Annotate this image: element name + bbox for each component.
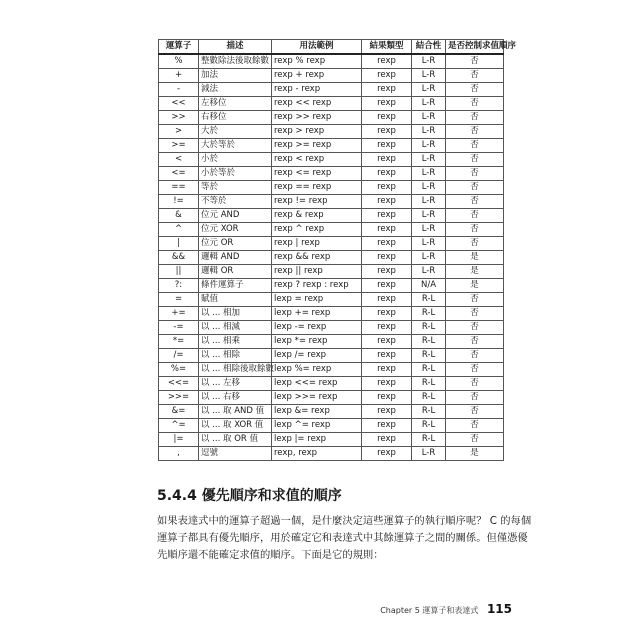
cell-associativity: R-L — [412, 391, 446, 405]
cell-result-type: rexp — [362, 363, 412, 377]
table-row — [159, 111, 504, 125]
table-row — [159, 237, 504, 251]
cell-associativity: R-L — [412, 307, 446, 321]
table-row — [159, 447, 504, 461]
cell-result-type: rexp — [362, 293, 412, 307]
cell-result-type: rexp — [362, 251, 412, 265]
header-usage-example: 用法範例 — [272, 40, 362, 55]
cell-result-type: rexp — [362, 97, 412, 111]
cell-result-type: rexp — [362, 447, 412, 461]
cell-operator: %= — [159, 363, 199, 377]
cell-result-type: rexp — [362, 405, 412, 419]
cell-associativity: L-R — [412, 237, 446, 251]
cell-result-type: rexp — [362, 111, 412, 125]
cell-controls-eval-order: 否 — [446, 391, 504, 405]
table-row — [159, 125, 504, 139]
cell-result-type: rexp — [362, 54, 412, 69]
cell-result-type: rexp — [362, 69, 412, 83]
cell-operator: == — [159, 181, 199, 195]
cell-controls-eval-order: 否 — [446, 125, 504, 139]
cell-controls-eval-order: 否 — [446, 335, 504, 349]
cell-controls-eval-order: 否 — [446, 195, 504, 209]
cell-usage-example: rexp || rexp — [272, 265, 362, 279]
cell-controls-eval-order: 否 — [446, 97, 504, 111]
cell-associativity: L-R — [412, 125, 446, 139]
cell-operator: >= — [159, 139, 199, 153]
cell-operator: + — [159, 69, 199, 83]
cell-associativity: L-R — [412, 209, 446, 223]
cell-usage-example: rexp ? rexp : rexp — [272, 279, 362, 293]
table-row — [159, 83, 504, 97]
cell-controls-eval-order: 否 — [446, 237, 504, 251]
cell-result-type: rexp — [362, 419, 412, 433]
cell-operator: = — [159, 293, 199, 307]
cell-result-type: rexp — [362, 391, 412, 405]
cell-associativity: L-R — [412, 153, 446, 167]
cell-usage-example: rexp > rexp — [272, 125, 362, 139]
cell-description: 賦值 — [199, 293, 272, 307]
table-header-row — [159, 40, 504, 55]
table-row — [159, 181, 504, 195]
cell-associativity: L-R — [412, 167, 446, 181]
cell-controls-eval-order: 否 — [446, 405, 504, 419]
cell-associativity: N/A — [412, 279, 446, 293]
cell-usage-example: rexp <= rexp — [272, 167, 362, 181]
cell-operator: += — [159, 307, 199, 321]
cell-result-type: rexp — [362, 209, 412, 223]
cell-controls-eval-order: 是 — [446, 447, 504, 461]
table-row — [159, 419, 504, 433]
table-row — [159, 195, 504, 209]
cell-result-type: rexp — [362, 279, 412, 293]
cell-operator: << — [159, 97, 199, 111]
cell-description: 以 ... 取 XOR 值 — [199, 419, 272, 433]
cell-description: 小於等於 — [199, 167, 272, 181]
cell-controls-eval-order: 否 — [446, 167, 504, 181]
cell-associativity: R-L — [412, 293, 446, 307]
cell-controls-eval-order: 否 — [446, 181, 504, 195]
cell-operator: & — [159, 209, 199, 223]
cell-result-type: rexp — [362, 195, 412, 209]
cell-associativity: R-L — [412, 405, 446, 419]
table-row — [159, 377, 504, 391]
footer-chapter-title: 運算子和表達式 — [422, 606, 479, 615]
cell-result-type: rexp — [362, 265, 412, 279]
cell-result-type: rexp — [362, 153, 412, 167]
cell-operator: <<= — [159, 377, 199, 391]
cell-description: 大於等於 — [199, 139, 272, 153]
cell-description: 以 ... 左移 — [199, 377, 272, 391]
cell-description: 減法 — [199, 83, 272, 97]
cell-controls-eval-order: 否 — [446, 223, 504, 237]
cell-usage-example: rexp && rexp — [272, 251, 362, 265]
cell-description: 大於 — [199, 125, 272, 139]
cell-description: 以 ... 相乘 — [199, 335, 272, 349]
cell-associativity: L-R — [412, 195, 446, 209]
cell-associativity: L-R — [412, 54, 446, 69]
cell-controls-eval-order: 否 — [446, 209, 504, 223]
cell-operator: | — [159, 237, 199, 251]
cell-description: 不等於 — [199, 195, 272, 209]
operator-table — [158, 39, 517, 461]
cell-usage-example: lexp *= rexp — [272, 335, 362, 349]
cell-usage-example: lexp <<= rexp — [272, 377, 362, 391]
cell-description: 加法 — [199, 69, 272, 83]
table-row — [159, 265, 504, 279]
cell-result-type: rexp — [362, 125, 412, 139]
cell-associativity: L-R — [412, 83, 446, 97]
cell-description: 邏輯 OR — [199, 265, 272, 279]
cell-result-type: rexp — [362, 139, 412, 153]
table-row — [159, 54, 504, 69]
cell-controls-eval-order: 否 — [446, 419, 504, 433]
cell-operator: >>= — [159, 391, 199, 405]
cell-operator: < — [159, 153, 199, 167]
cell-result-type: rexp — [362, 237, 412, 251]
cell-usage-example: lexp = rexp — [272, 293, 362, 307]
cell-associativity: R-L — [412, 349, 446, 363]
cell-usage-example: rexp, rexp — [272, 447, 362, 461]
table-row — [159, 69, 504, 83]
cell-controls-eval-order: 否 — [446, 83, 504, 97]
operator-table-body — [159, 54, 504, 461]
table-row — [159, 97, 504, 111]
cell-controls-eval-order: 否 — [446, 111, 504, 125]
cell-operator: *= — [159, 335, 199, 349]
table-row — [159, 209, 504, 223]
cell-operator: || — [159, 265, 199, 279]
header-description: 描述 — [199, 40, 272, 55]
paragraph-line: 先順序還不能確定求值的順序。下面是它的規則： — [157, 549, 384, 561]
cell-result-type: rexp — [362, 181, 412, 195]
table-row — [159, 405, 504, 419]
table-row — [159, 139, 504, 153]
table-row — [159, 335, 504, 349]
table-row — [159, 167, 504, 181]
paragraph-line: 運算子都具有優先順序，用於確定它和表達式中其餘運算子之間的關係。但僅憑優 — [157, 532, 528, 544]
cell-operator: |= — [159, 433, 199, 447]
cell-description: 以 ... 取 AND 值 — [199, 405, 272, 419]
cell-associativity: L-R — [412, 223, 446, 237]
table-row — [159, 153, 504, 167]
cell-description: 位元 AND — [199, 209, 272, 223]
cell-usage-example: rexp != rexp — [272, 195, 362, 209]
cell-associativity: L-R — [412, 97, 446, 111]
cell-associativity: L-R — [412, 251, 446, 265]
cell-result-type: rexp — [362, 167, 412, 181]
cell-result-type: rexp — [362, 433, 412, 447]
cell-description: 小於 — [199, 153, 272, 167]
footer-chapter: Chapter 5 — [380, 606, 420, 615]
header-associativity: 結合性 — [412, 40, 446, 55]
cell-controls-eval-order: 是 — [446, 279, 504, 293]
cell-controls-eval-order: 否 — [446, 153, 504, 167]
cell-usage-example: rexp < rexp — [272, 153, 362, 167]
cell-operator: - — [159, 83, 199, 97]
cell-associativity: R-L — [412, 419, 446, 433]
cell-associativity: L-R — [412, 139, 446, 153]
cell-description: 以 ... 相減 — [199, 321, 272, 335]
cell-controls-eval-order: 否 — [446, 433, 504, 447]
cell-description: 以 ... 右移 — [199, 391, 272, 405]
cell-usage-example: lexp -= rexp — [272, 321, 362, 335]
cell-description: 整數除法後取餘數 — [199, 54, 272, 69]
cell-usage-example: rexp & rexp — [272, 209, 362, 223]
cell-operator: > — [159, 125, 199, 139]
cell-operator: , — [159, 447, 199, 461]
cell-description: 左移位 — [199, 97, 272, 111]
header-controls-eval-order: 是否控制求值順序 — [446, 40, 504, 55]
cell-operator: ^= — [159, 419, 199, 433]
cell-usage-example: rexp + rexp — [272, 69, 362, 83]
cell-controls-eval-order: 否 — [446, 139, 504, 153]
cell-controls-eval-order: 否 — [446, 349, 504, 363]
cell-result-type: rexp — [362, 223, 412, 237]
cell-controls-eval-order: 否 — [446, 363, 504, 377]
cell-usage-example: rexp % rexp — [272, 54, 362, 69]
cell-controls-eval-order: 否 — [446, 377, 504, 391]
cell-result-type: rexp — [362, 83, 412, 97]
cell-operator: ?: — [159, 279, 199, 293]
cell-usage-example: rexp ^ rexp — [272, 223, 362, 237]
cell-usage-example: rexp >> rexp — [272, 111, 362, 125]
cell-operator: >> — [159, 111, 199, 125]
cell-description: 等於 — [199, 181, 272, 195]
cell-description: 以 ... 相加 — [199, 307, 272, 321]
cell-associativity: L-R — [412, 69, 446, 83]
table-row — [159, 321, 504, 335]
cell-usage-example: lexp &= rexp — [272, 405, 362, 419]
cell-result-type: rexp — [362, 307, 412, 321]
page-number: 115 — [486, 602, 512, 616]
cell-usage-example: lexp |= rexp — [272, 433, 362, 447]
cell-operator: != — [159, 195, 199, 209]
table-row — [159, 433, 504, 447]
table-row — [159, 293, 504, 307]
cell-description: 以 ... 取 OR 值 — [199, 433, 272, 447]
table-row — [159, 307, 504, 321]
header-operator: 運算子 — [159, 40, 199, 55]
cell-description: 右移位 — [199, 111, 272, 125]
cell-description: 邏輯 AND — [199, 251, 272, 265]
cell-controls-eval-order: 否 — [446, 293, 504, 307]
cell-controls-eval-order: 是 — [446, 251, 504, 265]
cell-result-type: rexp — [362, 377, 412, 391]
cell-description: 位元 OR — [199, 237, 272, 251]
cell-associativity: L-R — [412, 447, 446, 461]
cell-usage-example: rexp >= rexp — [272, 139, 362, 153]
cell-description: 條件運算子 — [199, 279, 272, 293]
cell-associativity: R-L — [412, 335, 446, 349]
cell-controls-eval-order: 否 — [446, 321, 504, 335]
cell-usage-example: lexp >>= rexp — [272, 391, 362, 405]
cell-associativity: R-L — [412, 321, 446, 335]
cell-controls-eval-order: 否 — [446, 54, 504, 69]
cell-usage-example: lexp ^= rexp — [272, 419, 362, 433]
table-row — [159, 223, 504, 237]
header-result-type: 結果類型 — [362, 40, 412, 55]
table-row — [159, 279, 504, 293]
cell-usage-example: rexp - rexp — [272, 83, 362, 97]
section-heading: 5.4.4 優先順序和求值的順序 — [157, 488, 342, 504]
cell-operator: ^ — [159, 223, 199, 237]
cell-usage-example: rexp == rexp — [272, 181, 362, 195]
cell-usage-example: lexp %= rexp — [272, 363, 362, 377]
cell-result-type: rexp — [362, 321, 412, 335]
cell-controls-eval-order: 是 — [446, 265, 504, 279]
cell-controls-eval-order: 否 — [446, 307, 504, 321]
cell-associativity: R-L — [412, 433, 446, 447]
cell-description: 以 ... 相除 — [199, 349, 272, 363]
table-row — [159, 363, 504, 377]
cell-description: 逗號 — [199, 447, 272, 461]
page-footer — [380, 602, 512, 616]
table-row — [159, 391, 504, 405]
cell-operator: /= — [159, 349, 199, 363]
cell-associativity: L-R — [412, 111, 446, 125]
cell-operator: <= — [159, 167, 199, 181]
cell-associativity: L-R — [412, 181, 446, 195]
cell-operator: % — [159, 54, 199, 69]
cell-associativity: R-L — [412, 363, 446, 377]
cell-usage-example: rexp | rexp — [272, 237, 362, 251]
paragraph-line: 如果表達式中的運算子超過一個，是什麼決定這些運算子的執行順序呢？ C 的每個 — [157, 515, 532, 527]
cell-description: 位元 XOR — [199, 223, 272, 237]
cell-result-type: rexp — [362, 349, 412, 363]
cell-usage-example: rexp << rexp — [272, 97, 362, 111]
cell-result-type: rexp — [362, 335, 412, 349]
cell-usage-example: lexp += rexp — [272, 307, 362, 321]
cell-operator: && — [159, 251, 199, 265]
cell-operator: &= — [159, 405, 199, 419]
cell-description: 以 ... 相除後取餘數 — [199, 363, 272, 377]
cell-operator: -= — [159, 321, 199, 335]
cell-usage-example: lexp /= rexp — [272, 349, 362, 363]
cell-associativity: L-R — [412, 265, 446, 279]
table-row — [159, 251, 504, 265]
table-row — [159, 349, 504, 363]
cell-controls-eval-order: 否 — [446, 69, 504, 83]
cell-associativity: R-L — [412, 377, 446, 391]
